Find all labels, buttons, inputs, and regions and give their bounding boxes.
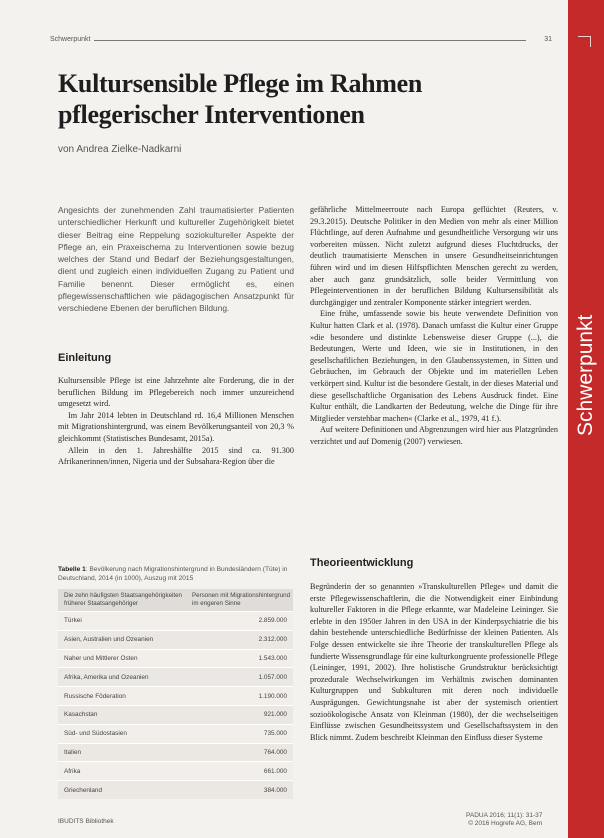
header-section-label: Schwerpunkt	[50, 36, 91, 43]
table-cell-label: Türkei	[58, 612, 186, 631]
table-cell-value: 764.000	[186, 743, 293, 762]
article-author: von Andrea Zielke-Nadkarni	[58, 144, 182, 155]
abstract	[58, 204, 294, 315]
theory-heading: Theorieentwicklung	[310, 557, 414, 569]
table-row	[58, 781, 293, 799]
table-row	[58, 687, 293, 706]
table-row	[58, 743, 293, 762]
table-cell-label: Italien	[58, 743, 186, 762]
table-row	[58, 705, 293, 724]
side-tab-label: Schwerpunkt	[574, 314, 597, 436]
table-cell-label: Afrika, Amerika und Ozeanien	[58, 668, 186, 687]
intro-paragraph: Kultursensible Pflege ist eine Jahrzehnte alte Forderung, die in der beruflichen Bildung im Pflegebereich noch immer unzureichend umgesetzt wird.	[58, 376, 294, 409]
footer-citation	[466, 812, 542, 828]
side-tab-corner-mark	[578, 36, 591, 47]
table-cell-label: Russische Föderation	[58, 687, 186, 706]
body-paragraph: gefährliche Mittelmeerroute nach Europa geflüchtet (Reuters, v. 29.3.2015). Deutsche Politiker in den Medien von mehr als einer Million Flüchtlinge, auf deren Aufnahme und gesundheitliche Versorgung wir uns vorbereiten müssen. Nicht zuletzt aufgrund dieses Fluchtdrucks, der deutlich traumatisierte Menschen in unsere Gesundheitseinrichtungen führen wird und im diesen Hilfspflichten Menschen gerecht zu werden, aber auch ganz grundsätzlich, solle beider Vermittlung von Pflegeinterventionen in der beruflichen Bildung Kultursensibilität als durchgängiger und zentraler Komponente stärker integriert werden.	[310, 205, 558, 307]
table-cell-label: Asien, Australien und Ozeanien	[58, 630, 186, 649]
table-row	[58, 649, 293, 668]
table-cell-value: 1.543.000	[186, 649, 293, 668]
table-cell-value: 1.190.000	[186, 687, 293, 706]
right-column-bottom	[310, 581, 558, 743]
table-cell-label: Afrika	[58, 762, 186, 781]
abstract-text: Angesichts der zunehmenden Zahl traumatisierter Patienten unterschiedlicher Herkunft und kultureller Zugehörigkeit bietet dieser Beitrag eine Reppelung soziokultureller Aspekte der Pflege an, ein Praxeischema zu Interventionen sowie bezug welches der Stand und Bedarf der Beziehungsgestaltungen, dient und zugleich einen individuellen Zugang zu Patient und Familie benennt. Dieser ermöglicht es, einen pflegewissenschaftlichen wie pädagogischen Ansatzpunkt für verschiedene Ebenen der beruflichen Bildung.	[58, 205, 294, 314]
article-title: Kultursensible Pflege im Rahmen pflegerischer Interventionen	[58, 69, 423, 129]
table-header-row	[58, 589, 293, 612]
table-cell-value: 2.859.000	[186, 612, 293, 631]
intro-paragraph: Im Jahr 2014 lebten in Deutschland rd. 16,4 Millionen Menschen mit Migrationshintergrund, was einem Bevölkerungsanteil von 20,3 % gleichkommt (Statistisches Bundesamt, 2015a).	[58, 410, 294, 443]
table-col2-header: Personen mit Migrationshintergrund im engeren Sinne	[186, 589, 293, 612]
table-cell-label: Naher und Mittlerer Osten	[58, 649, 186, 668]
table-cell-label: Süd- und Südostasien	[58, 724, 186, 743]
body-paragraph: Eine frühe, umfassende sowie bis heute verwendete Definition von Kultur hatten Clark et al. (1978). Danach umfasst die Kultur einer Gruppe »die besondere und distinkte Lebensweise dieser Gruppe (...), die Bedeutungen, Werte und Ideen, wie sie in Institutionen, in den gesellschaftlichen Beziehungen, in den Glaubenssystemen, in Sitten und Gebräuchen, im Gebrauch der Objekte und im materiellen Leben verkörpert sind. Kultur ist die besondere Gestalt, in der dieses Material und diese gesellschaftliche Organisation des Lebens Ausdruck findet. Eine Kultur enthält, die Landkarten der Bedeutung, welche die Dinge für ihre Mitglieder verstehbar machen« (Clarke et al., 1979, 41 f.).	[310, 309, 558, 423]
body-paragraph: Auf weitere Definitionen und Abgrenzungen wird hier aus Platzgründen verzichtet und auf Domenig (2007) verwiesen.	[310, 425, 558, 446]
table-cell-label: Griechenland	[58, 781, 186, 799]
footer-left: IBUDITS Bibliothek	[58, 818, 114, 825]
section-side-tab	[568, 0, 604, 838]
body-paragraph: Begründerin der so genannten »Transkulturellen Pflege« und damit die erste Pflegewissenschaftlerin, die die Notwendigkeit einer Einbindung kultureller Faktoren in die Pflege erkannte, war Madeleine Leininger. Sie erlebte in den 1950er Jahren in den USA in der Kinderpsychiatrie die bis dahin bestehende unterschiedliche Bedürfnisse der kleinen Patienten. Als Folge dessen entwickelte sie ihre Theorie der transkulturellen Pflege als fundierte Wissensgrundlage für eine kulturkongruente professionelle Pflege (Leininger, 1991, 2002). Ihre holistische Grundstruktur berücksichtigt prozedurale Wechselwirkungen im Verhältnis zwischen dominanten Kulturgruppen und Subkulturen mit deren noch individuelle Ausprägungen. Gewichtungsnahe ist aber der systemisch orientiert sozioökologische Ansatz von Kleinman (1980), der die wechselseitigen Einflüsse zwischen Gesundheitssystem und Gesellschaftssystem in den Blick nimmt. Zudem beschreibt Kleinman den Einfluss dieser Systeme	[310, 582, 558, 742]
page-number: 31	[544, 36, 552, 43]
footer-copyright-line: © 2016 Hogrefe AG, Bern	[468, 820, 543, 827]
table-cell-value: 661.000	[186, 762, 293, 781]
right-column-top	[310, 204, 558, 447]
header-rule	[94, 40, 526, 41]
table-cell-value: 384.000	[186, 781, 293, 799]
migration-table	[58, 589, 293, 799]
footer-citation-line: PADUA 2016; 11(1): 31-37	[466, 812, 543, 819]
table-cell-value: 1.057.000	[186, 668, 293, 687]
table-row	[58, 762, 293, 781]
running-header	[50, 36, 552, 48]
intro-heading: Einleitung	[58, 352, 112, 364]
table-row	[58, 630, 293, 649]
table-cell-value: 921.000	[186, 705, 293, 724]
table-cell-value: 2.312.000	[186, 630, 293, 649]
table-cell-value: 735.000	[186, 724, 293, 743]
table-caption-text: : Bevölkerung nach Migrationshintergrund in Bundesländern (Tüte) in Deutschland, 2014 (in 1000), Auszug mit 2015	[58, 566, 288, 582]
intro-paragraph: Allein in den 1. Jahreshälfte 2015 sind ca. 91.300 Afrikanerinnen/innen, Nigeria und der Subsahara-Region über die	[58, 445, 294, 467]
table-caption	[58, 565, 294, 583]
table-row	[58, 612, 293, 631]
table-cell-label: Kasachstan	[58, 705, 186, 724]
table-col1-header: Die zehn häufigsten Staatsangehörigkeiten früherer Staatsangehöriger	[58, 589, 186, 612]
table-row	[58, 668, 293, 687]
intro-body	[58, 375, 294, 468]
table-caption-label: Tabelle 1	[58, 566, 86, 573]
table-row	[58, 724, 293, 743]
